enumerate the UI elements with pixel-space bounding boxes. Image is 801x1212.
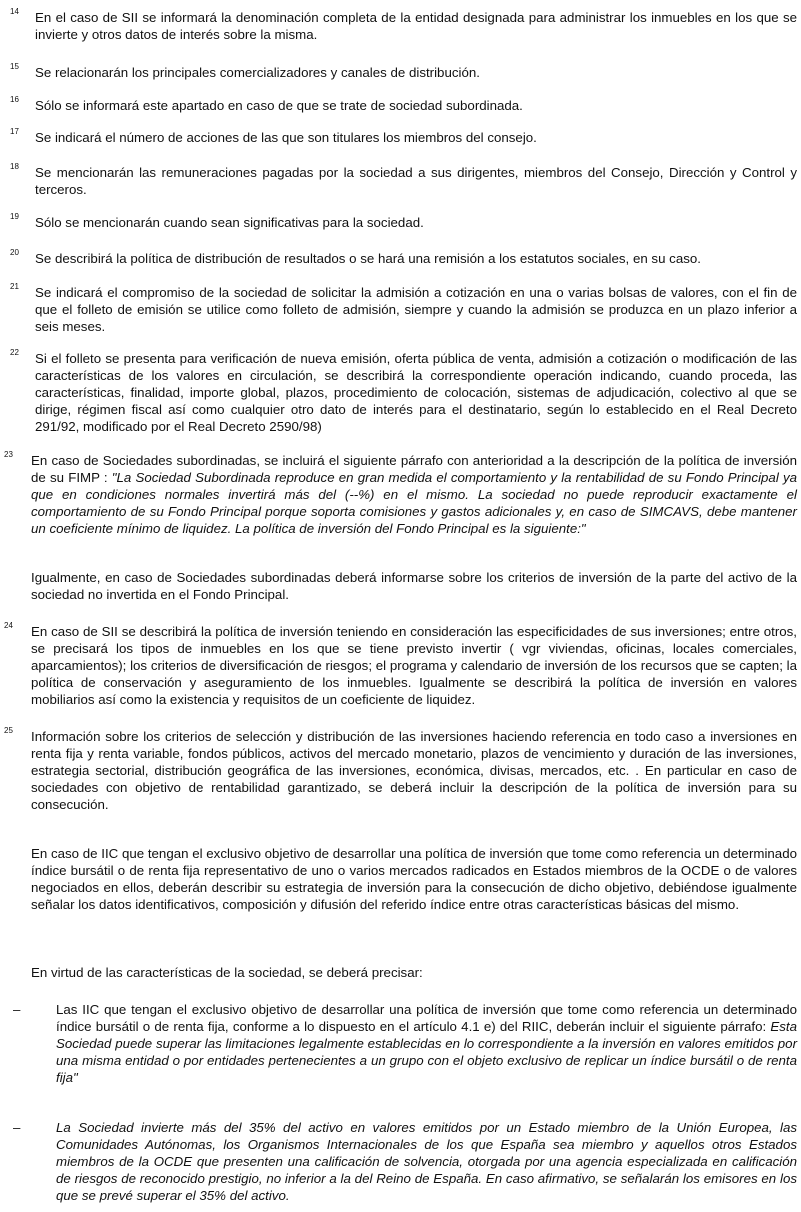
footnote-number: 17 — [10, 127, 19, 136]
footnote-number: 16 — [10, 95, 19, 104]
footnote-text-quote: "La Sociedad Subordinada reproduce en gran medida el comportamiento y la rentabilidad de su Fondo Principal ya que en condiciones normales invertirá más del (--%) en el mismo. La sociedad no puede reproducir exactamente el comportamiento de su Fondo Principal porque soporta comisiones y gastos adicionales y, en caso de SIMCAVS, debe mantener un coeficiente mínimo de liquidez. La política de inversión del Fondo Principal es la siguiente:" — [31, 470, 797, 536]
bullet-dash: – — [13, 1120, 21, 1135]
footnote-number: 21 — [10, 282, 19, 291]
paragraph-igualmente: Igualmente, en caso de Sociedades subordinadas deberá informarse sobre los criterios de inversión de la parte del activo de la sociedad no invertida en el Fondo Principal. — [31, 570, 797, 602]
footnote-text: Se relacionarán los principales comercializadores y canales de distribución. — [35, 65, 480, 80]
bullet-text-plain: Las IIC que tengan el exclusivo objetivo de desarrollar una política de inversión que tome como referencia un determinado índice bursátil o de renta fija, conforme a lo dispuesto en el artículo 4.1 e) del RIIC, deberán incluir el siguiente párrafo: — [56, 1002, 797, 1034]
footnote-text: Se indicará el compromiso de la sociedad de solicitar la admisión a cotización en una o varias bolsas de valores, con el fin de que el folleto de emisión se utilice como folleto de admisión, siempre y cuando la admisión se produzca en un plazo inferior a seis meses. — [35, 285, 797, 334]
footnote-text: Si el folleto se presenta para verificación de nueva emisión, oferta pública de venta, admisión a cotización o modificación de las características de los valores en circulación, se describirá la correspondiente operación indicando, cuando proceda, las características, finalidad, importe global, plazos, procedimiento de colocación, sistemas de adjudicación, colectivo al que se dirige, régimen fiscal así como cualquier otro dato de interés para el destinatario, según lo establecido en el Real Decreto 291/92, modificado por el Real Decreto 2590/98) — [35, 351, 797, 434]
footnote-text: En caso de SII se describirá la política de inversión teniendo en consideración las especificidades de sus inversiones; entre otros, se precisará los tipos de inmuebles en los que se tiene previsto invertir ( vgr viviendas, oficinas, locales comerciales, aparcamientos); los criterios de diversificación de riesgos; el programa y calendario de inversión de los recursos que se capten; la política de conservación y aseguramiento de los inmuebles. Igualmente se describirá la política de inversión en valores mobiliarios así como la existencia y requisitos de un coeficiente de liquidez. — [31, 624, 797, 707]
footnote-number: 24 — [4, 621, 13, 630]
footnote-number: 22 — [10, 348, 19, 357]
footnote-number: 20 — [10, 248, 19, 257]
footnote-number: 14 — [10, 7, 19, 16]
footnote-text-plain: En caso de Sociedades subordinadas, se incluirá el siguiente párrafo con anterioridad a la descripción de la política de inversión de su FIMP : — [31, 453, 797, 485]
bullet-item-sociedad: La Sociedad invierte más del 35% del activo en valores emitidos por un Estado miembro de la Unión Europea, las Comunidades Autónomas, los Organismos Internacionales de los que España sea miembro y aquellos otros Estados miembros de la OCDE que presenten una calificación de solvencia, otorgada por una agencia especializada en calificación de riesgos de reconocido prestigio, no inferior a la del Reino de España. En caso afirmativo, se señalarán los emisores en los que se prevé superar el 35% del activo. — [56, 1120, 797, 1203]
bullet-item-iic — [56, 1001, 797, 1086]
footnote-number: 23 — [4, 450, 13, 459]
footnote-number: 25 — [4, 726, 13, 735]
footnote-text: Sólo se mencionarán cuando sean significativas para la sociedad. — [35, 215, 424, 230]
paragraph-en-virtud: En virtud de las características de la sociedad, se deberá precisar: — [31, 965, 423, 980]
footnote-number: 18 — [10, 162, 19, 171]
footnote-text: Sólo se informará este apartado en caso de que se trate de sociedad subordinada. — [35, 98, 523, 113]
footnote-text: Se mencionarán las remuneraciones pagadas por la sociedad a sus dirigentes, miembros del Consejo, Dirección y Control y terceros. — [35, 165, 797, 197]
footnote-text: Información sobre los criterios de selección y distribución de las inversiones haciendo referencia en todo caso a inversiones en renta fija y renta variable, fondos públicos, activos del mercado monetario, plazos de vencimiento y duración de las inversiones, estrategia sectorial, distribución geográfica de las inversiones, económica, divisas, mercados, etc. . En particular en caso de sociedades con objetivo de rentabilidad garantizado, se deberá incluir la descripción de la política de inversión para su consecución. — [31, 729, 797, 812]
paragraph-iic-objetivo: En caso de IIC que tengan el exclusivo objetivo de desarrollar una política de inversión que tome como referencia un determinado índice bursátil o de renta fija representativo de uno o varios mercados radicados en Estados miembros de la OCDE o de valores negociados en ellos, deberán describir su estrategia de inversión para la consecución de dicho objetivo, debiéndose igualmente señalar los datos identificativos, composición y difusión del referido índice entre otras características básicas del mismo. — [31, 846, 797, 912]
footnote-number: 19 — [10, 212, 19, 221]
bullet-text-quote: Esta Sociedad puede superar las limitaciones legalmente establecidas en lo correspondiente a la inversión en valores emitidos por una misma entidad o por entidades pertenecientes a un grupo con el objeto exclusivo de replicar un índice bursátil o de renta fija" — [56, 1019, 797, 1085]
footnote-number: 15 — [10, 62, 19, 71]
bullet-dash: – — [13, 1002, 21, 1017]
footnote-text: En el caso de SII se informará la denominación completa de la entidad designada para administrar los inmuebles en los que se invierte y otros datos de interés sobre la misma. — [35, 10, 797, 42]
footnote-text: Se describirá la política de distribución de resultados o se hará una remisión a los estatutos sociales, en su caso. — [35, 251, 701, 266]
footnote-text — [31, 452, 797, 537]
footnote-text: Se indicará el número de acciones de las que son titulares los miembros del consejo. — [35, 130, 537, 145]
